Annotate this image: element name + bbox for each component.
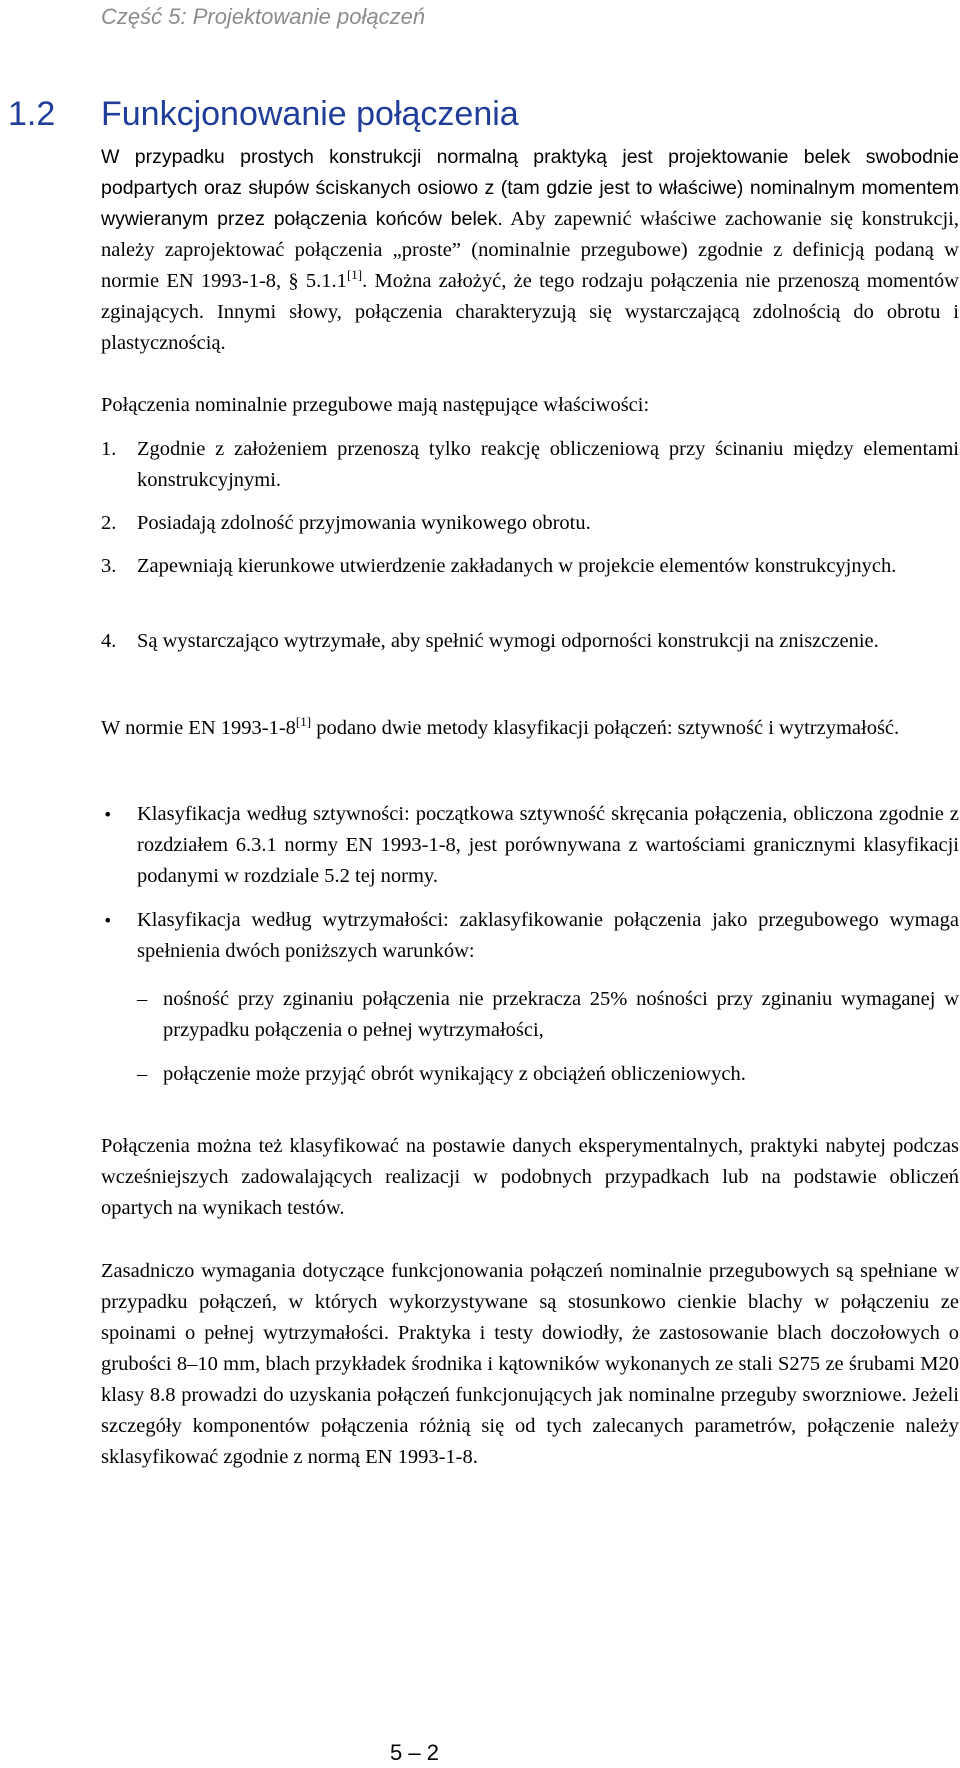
condition-item (101, 984, 959, 1059)
section-heading (8, 92, 519, 136)
list-marker: 3. (101, 555, 117, 577)
bullet-icon: • (103, 911, 113, 930)
page-number: 5 – 2 (390, 1740, 439, 1765)
list-marker: 4. (101, 630, 117, 652)
intro-sentence-3: . Można założyć, że tego rodzaju połączenia nie przenoszą momentów zginających. (101, 270, 959, 323)
citation-ref: [1] (346, 267, 363, 282)
list-item-text: Posiadają zdolność przyjmowania wynikowego obrotu. (137, 512, 591, 534)
list-marker: 1. (101, 438, 117, 460)
citation-ref: [1] (295, 714, 312, 729)
list-marker: 2. (101, 512, 117, 534)
condition-text: nośność przy zginaniu połączenia nie przekracza 25% nośności przy zginaniu wymaganej w przypadku połączenia o pełnej wytrzymałości, (163, 988, 959, 1041)
bullet-item-stiffness (101, 799, 959, 905)
running-header: Część 5: Projektowanie połączeń (101, 4, 426, 29)
dash-icon: – (137, 988, 148, 1010)
list-item-text: Zapewniają kierunkowe utwierdzenie zakładanych w projekcie elementów konstrukcyjnych. (137, 555, 897, 577)
condition-text: połączenie może przyjąć obrót wynikający z obciążeń obliczeniowych. (163, 1063, 746, 1085)
list-item (101, 434, 959, 508)
intro-sentence-2: Aby zapewnić właściwe zachowanie się konstrukcji, należy zaprojektować połączenia „proste” (nominalnie przegubowe) zgodnie z definicją podaną w normie EN 1993-1-8, § 5.1.1 (101, 208, 959, 292)
document-body (101, 142, 959, 1473)
section-title: Funkcjonowanie połączenia (101, 95, 519, 133)
list-item (101, 508, 959, 551)
dash-icon: – (137, 1063, 148, 1085)
classification-lead-text-cont: podano dwie metody klasyfikacji połączeń: sztywność i wytrzymałość. (311, 717, 900, 739)
list-item-text: Są wystarczająco wytrzymałe, aby spełnić wymogi odporności konstrukcji na zniszczenie. (137, 630, 879, 652)
list-item-text: Zgodnie z założeniem przenoszą tylko reakcję obliczeniową przy ścinaniu między elementami konstrukcyjnymi. (137, 438, 959, 491)
section-number: 1.2 (8, 95, 56, 133)
intro-sentence-4: Innymi słowy, połączenia charakteryzują się wystarczającą zdolnością do obrotu i plastycznością. (101, 301, 959, 354)
condition-item (101, 1059, 959, 1131)
bullet-text: Klasyfikacja według sztywności: początkowa sztywność skręcania połączenia, obliczona zgodnie z rozdziałem 6.3.1 normy EN 1993-1-8, jest porównywana z wartościami granicznymi klasyfikacji podanymi w rozdziale 5.2 tej normy. (137, 803, 959, 887)
bullet-icon: • (103, 805, 113, 824)
classification-lead-text: W normie EN 1993-1-8 (101, 717, 296, 739)
intro-paragraph (101, 142, 959, 390)
list-item (101, 551, 959, 626)
properties-lead: Połączenia nominalnie przegubowe mają następujące właściwości: (101, 394, 650, 416)
properties-list (101, 434, 959, 713)
bullet-text: Klasyfikacja według wytrzymałości: zaklasyfikowanie połączenia jako przegubowego wymaga spełnienia dwóch poniższych warunków: (137, 909, 959, 962)
requirements-paragraph: Zasadniczo wymagania dotyczące funkcjonowania połączeń nominalnie przegubowych są spełniane w przypadku połączeń, w których wykorzystywane są stosunkowo cienkie blachy w połączeniu ze spoinami o pełnej wytrzymałości. Praktyka i testy dowiodły, że zastosowanie blach doczołowych o grubości 8–10 mm, blach przykładek środnika i kątowników wykonanych ze stali S275 ze śrubami M20 klasy 8.8 prowadzi do uzyskania połączeń funkcjonujących jak nominalne przeguby sworzniowe. Jeżeli szczegóły komponentów połączenia różnią się od tych zalecanych parametrów, połączenie należy sklasyfikować zgodnie z normą EN 1993-1-8. (101, 1260, 959, 1468)
intro-sentence-1: W przypadku prostych konstrukcji normalną praktyką jest projektowanie belek swobodnie podpartych oraz słupów ściskanych osiowo z (tam gdzie jest to właściwe) nominalnym momentem wywieranym przez połączenia końców belek. (101, 146, 959, 230)
list-item (101, 626, 959, 713)
classification-lead (101, 713, 959, 799)
experimental-paragraph: Połączenia można też klasyfikować na postawie danych eksperymentalnych, praktyki nabytej podczas wcześniejszych zadowalających realizacji w podobnych przypadkach lub na podstawie obliczeń opartych na wynikach testów. (101, 1135, 959, 1219)
bullet-item-strength (101, 905, 959, 984)
